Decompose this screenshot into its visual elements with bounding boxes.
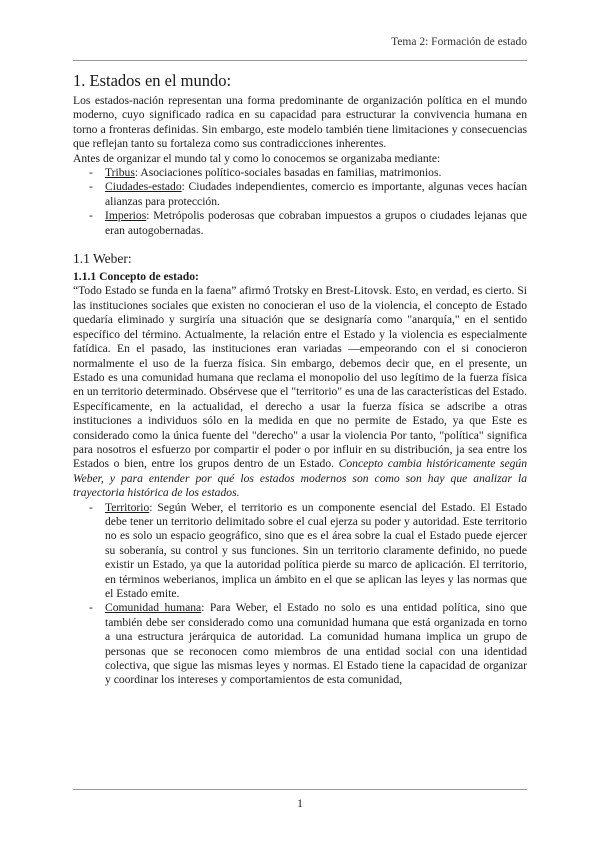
list-item: [89, 501, 527, 602]
weber-paragraph: [73, 284, 527, 500]
list-text: : Para Weber, el Estado no solo es una entidad política, sino que también debe ser considerado como una comunidad humana que está organizada en torno a una estructura jerárquica de autoridad. La comunidad humana implica un grupo de personas que se reconocen como miembros de una entidad social con una identidad colectiva, que sigue las mismas leyes y normas. El Estado tiene la capacidad de organizar y coordinar los intereses y comportamientos de esta comunidad,: [105, 601, 528, 687]
bullet-dash: -: [89, 166, 93, 180]
bullet-dash: -: [89, 601, 93, 615]
weber-italic-note: Concepto cambia históricamente según Weber, y para entender por qué los estados modernos son como son hay que analizar la trayectoria histórica de los estados.: [73, 457, 527, 500]
footer-divider: [73, 789, 527, 790]
list-term: Territorio: [105, 500, 150, 514]
list-text: : Metrópolis poderosas que cobraban impuestos a grupos o ciudades lejanas que eran autogobernadas.: [105, 209, 527, 237]
list-item: [89, 166, 527, 180]
page-body: [73, 71, 527, 688]
page-header: Tema 2: Formación de estado: [391, 36, 527, 48]
list-item: [89, 180, 527, 209]
bullet-dash: -: [89, 500, 93, 514]
section-heading-estados: 1. Estados en el mundo:: [73, 71, 232, 90]
list-term: Tribus: [105, 166, 135, 180]
list-term: Ciudades-estado: [105, 180, 182, 194]
list-text: : Ciudades independientes, comercio es importante, algunas veces hacían alianzas para protección.: [105, 180, 527, 208]
bullet-dash: -: [89, 180, 93, 194]
list-term: Comunidad humana: [105, 601, 202, 615]
subsection-heading-concepto: 1.1.1 Concepto de estado:: [73, 270, 199, 284]
state-elements-list: [89, 501, 527, 688]
list-item: [89, 209, 527, 238]
page-number: 1: [297, 798, 303, 810]
section-heading-weber: 1.1 Weber:: [73, 251, 132, 267]
weber-text: “Todo Estado se funda en la faena” afirmó Trotsky en Brest-Litovsk. Esto, en verdad, es cierto. Si las instituciones sociales que existen no conocieran el uso de la violencia, el concepto de Estado quedaría eliminado y surgiría una situación que se designaría como "anarquía," en el sentido específico del término. Actualmente, la relación entre el Estado y la violencia es especialmente fatídica. En el pasado, las instituciones eran variadas —empeorando con el si conocieron normalmente el uso de la fuerza física. Sin embargo, debemos decir que, en el presente, un Estado es una comunidad humana que reclama el monopolio del uso legítimo de la fuerza física en un territorio determinado. Obsérvese que el "territorio" es una de las características del Estado. Específicamente, en la actualidad, el derecho a usar la fuerza física se adscribe a otras instituciones a individuos sólo en la medida en que no permite de Estado, ya que Este es considerado como la única fuente del "derecho" a usar la violencia Por tanto, "política" significa para nosotros el esfuerzo por compartir el poder o por influir en su distribución, ja sea entre los Estados o bien, entre los grupos dentro de un Estado.: [73, 284, 527, 471]
intro-paragraph-2: Antes de organizar el mundo tal y como lo conocemos se organizaba mediante:: [73, 151, 441, 165]
bullet-dash: -: [89, 209, 93, 223]
organization-list: [89, 166, 527, 238]
header-divider: [73, 60, 527, 61]
intro-paragraph: Los estados-nación representan una forma predominante de organización política en el mundo moderno, cuyo significado radica en su capacidad para estructurar la convivencia humana en torno a fronteras definidas. Sin embargo, este modelo también tiene limitaciones y consecuencias que reflejan tanto su fortaleza como sus contradicciones inherentes.: [73, 94, 527, 151]
list-text: : Asociaciones político-sociales basadas en familias, matrimonios.: [134, 166, 442, 180]
list-item: [89, 601, 527, 687]
list-text: : Según Weber, el territorio es un componente esencial del Estado. El Estado debe tener un territorio delimitado sobre el cual ejerza su poder y autoridad. Este territorio no es solo un espacio geográfico, sino que es el área sobre la cual el Estado puede ejercer su soberanía, su control y sus funciones. Sin un territorio claramente definido, no puede existir un Estado, ya que la autoridad política pierde su marco de aplicación. El territorio, en términos weberianos, implica un ámbito en el que se aplican las leyes y las normas que el Estado emite.: [105, 500, 527, 600]
list-term: Imperios: [105, 209, 147, 223]
